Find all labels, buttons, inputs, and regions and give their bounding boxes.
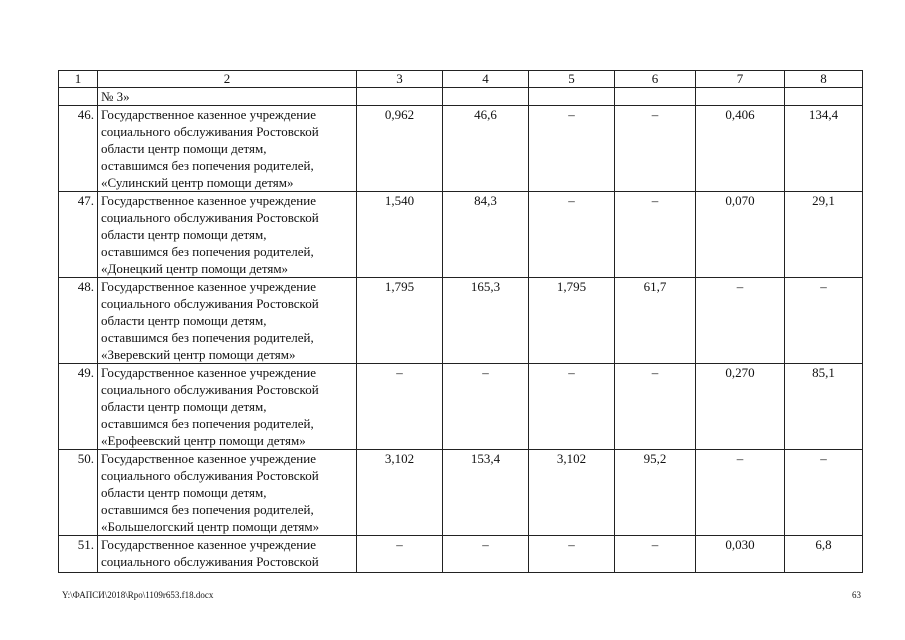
row-number: 48. [59, 278, 98, 364]
name-line: области центр помощи детям, [101, 141, 267, 156]
value-cell: 3,102 [529, 450, 615, 536]
institution-name [98, 192, 357, 278]
table-row [59, 450, 863, 536]
value-cell: – [443, 536, 529, 573]
value-cell: 29,1 [785, 192, 863, 278]
row-number: 51. [59, 536, 98, 573]
data-table [58, 70, 863, 573]
col-header: 3 [357, 71, 443, 88]
col-header: 1 [59, 71, 98, 88]
value-cell: 0,030 [696, 536, 785, 573]
name-line: Государственное казенное учреждение [101, 193, 316, 208]
institution-name [98, 364, 357, 450]
value-cell: – [529, 536, 615, 573]
name-line: Государственное казенное учреждение [101, 107, 316, 122]
col-header: 5 [529, 71, 615, 88]
table-row [59, 278, 863, 364]
institution-name [98, 450, 357, 536]
name-line: «Зверевский центр помощи детям» [101, 347, 296, 362]
value-cell: 6,8 [785, 536, 863, 573]
name-line: социального обслуживания Ростовской [101, 124, 319, 139]
row-number: 50. [59, 450, 98, 536]
name-line: области центр помощи детям, [101, 227, 267, 242]
name-line: «Сулинский центр помощи детям» [101, 175, 294, 190]
value-cell: – [615, 364, 696, 450]
value-cell: 0,270 [696, 364, 785, 450]
value-cell: 1,795 [529, 278, 615, 364]
name-line: социального обслуживания Ростовской [101, 296, 319, 311]
row-number: 46. [59, 106, 98, 192]
name-line: оставшимся без попечения родителей, [101, 244, 314, 259]
value-cell: – [785, 278, 863, 364]
name-line: оставшимся без попечения родителей, [101, 158, 314, 173]
institution-name [98, 278, 357, 364]
name-line: «Ерофеевский центр помощи детям» [101, 433, 306, 448]
name-line: социального обслуживания Ростовской [101, 468, 319, 483]
name-line: Государственное казенное учреждение [101, 451, 316, 466]
name-line: области центр помощи детям, [101, 313, 267, 328]
name-line: оставшимся без попечения родителей, [101, 416, 314, 431]
col-header: 8 [785, 71, 863, 88]
value-cell: 85,1 [785, 364, 863, 450]
value-cell: – [615, 192, 696, 278]
name-line: Государственное казенное учреждение [101, 279, 316, 294]
name-line: оставшимся без попечения родителей, [101, 330, 314, 345]
name-line: «Большелогский центр помощи детям» [101, 519, 320, 534]
value-cell: – [529, 106, 615, 192]
value-cell: 0,070 [696, 192, 785, 278]
value-cell: 3,102 [357, 450, 443, 536]
col-header: 2 [98, 71, 357, 88]
value-cell: – [615, 536, 696, 573]
value-cell: – [696, 278, 785, 364]
name-line: Государственное казенное учреждение [101, 365, 316, 380]
name-line: социального обслуживания Ростовской [101, 210, 319, 225]
value-cell: 95,2 [615, 450, 696, 536]
name-line: «Донецкий центр помощи детям» [101, 261, 289, 276]
name-line: области центр помощи детям, [101, 485, 267, 500]
row-number [59, 88, 98, 106]
table-row [59, 192, 863, 278]
table-row [59, 106, 863, 192]
name-line: области центр помощи детям, [101, 399, 267, 414]
value-cell: – [357, 536, 443, 573]
col-header: 4 [443, 71, 529, 88]
table-row [59, 364, 863, 450]
value-cell: – [529, 192, 615, 278]
row-number: 49. [59, 364, 98, 450]
value-cell: 0,962 [357, 106, 443, 192]
value-cell: – [785, 450, 863, 536]
col-header: 7 [696, 71, 785, 88]
value-cell: 61,7 [615, 278, 696, 364]
value-cell: 1,795 [357, 278, 443, 364]
name-line: оставшимся без попечения родителей, [101, 502, 314, 517]
value-cell: – [357, 364, 443, 450]
value-cell: 134,4 [785, 106, 863, 192]
value-cell: 165,3 [443, 278, 529, 364]
header-row [59, 71, 863, 88]
continuation-text: № 3» [98, 88, 357, 106]
institution-name [98, 106, 357, 192]
value-cell: – [529, 364, 615, 450]
value-cell: 84,3 [443, 192, 529, 278]
name-line: социального обслуживания Ростовской [101, 554, 319, 569]
value-cell: – [615, 106, 696, 192]
name-line: Государственное казенное учреждение [101, 537, 316, 552]
value-cell: 0,406 [696, 106, 785, 192]
col-header: 6 [615, 71, 696, 88]
name-line: социального обслуживания Ростовской [101, 382, 319, 397]
value-cell: 46,6 [443, 106, 529, 192]
page-number: 63 [852, 590, 861, 600]
value-cell: – [443, 364, 529, 450]
value-cell: 1,540 [357, 192, 443, 278]
row-number: 47. [59, 192, 98, 278]
value-cell: – [696, 450, 785, 536]
file-path: Y:\ФАПСИ\2018\Rpo\1109r653.f18.docx [62, 590, 214, 600]
continuation-row [59, 88, 863, 106]
institution-name [98, 536, 357, 573]
value-cell: 153,4 [443, 450, 529, 536]
table-row [59, 536, 863, 573]
